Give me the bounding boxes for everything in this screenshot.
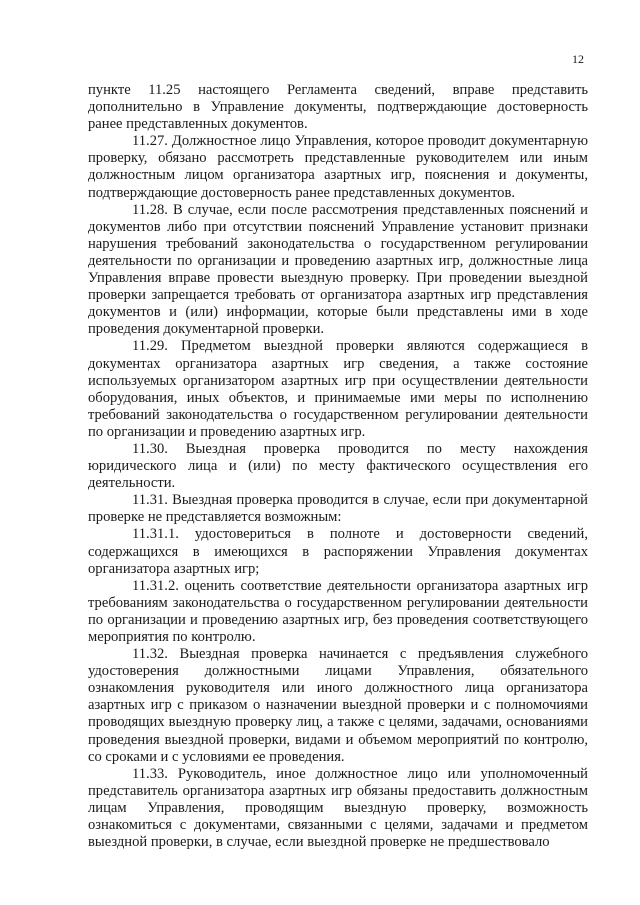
paragraph-11-30: 11.30. Выездная проверка проводится по месту нахождения юридического лица и (или) по месту фактического осуществления его деятельности. [88, 440, 588, 492]
paragraph-11-31-2: 11.31.2. оценить соответствие деятельности организатора азартных игр требованиям законодательства о государственном регулировании деятельности по организации и проведению азартных игр, без проведения соответствующего мероприятия по контролю. [88, 577, 588, 645]
paragraph-11-31: 11.31. Выездная проверка проводится в случае, если при документарной проверке не представляется возможным: [88, 492, 588, 526]
paragraph-11-32: 11.32. Выездная проверка начинается с предъявления служебного удостоверения должностными лицами Управления, обязательного ознакомления руководителя или иного должностного лица организатора азартных игр с приказом о назначении выездной проверки и с полномочиями проводящих выездную проверку лиц, а также с целями, задачами, основаниями проведения выездной проверки, видами и объемом мероприятий по контролю, со сроками и с условиями ее проведения. [88, 646, 588, 765]
paragraph-11-33: 11.33. Руководитель, иное должностное лицо или уполномоченный представитель организатора азартных игр обязаны предоставить должностным лицам Управления, проводящим выездную проверку, возможность ознакомиться с документами, связанными с целями, задачами и предметом выездной проверки, в случае, если выездной проверке не предшествовало [88, 765, 588, 851]
page-number: 12 [572, 52, 584, 66]
paragraph-11-29: 11.29. Предметом выездной проверки являются содержащиеся в документах организатора азартных игр сведения, а также состояние используемых организатором азартных игр при осуществлении деятельности оборудования, иных объектов, и принимаемые ими меры по исполнению требований законодательства о государственном регулировании деятельности по организации и проведению азартных игр. [88, 338, 588, 440]
paragraph-11-27: 11.27. Должностное лицо Управления, которое проводит документарную проверку, обязано рассмотреть представленные руководителем или иным должностным лицом организатора азартных игр, пояснения и документы, подтверждающие достоверность ранее представленных документов. [88, 133, 588, 201]
paragraph-11-31-1: 11.31.1. удостовериться в полноте и достоверности сведений, содержащихся в имеющихся в распоряжении Управления документах организатора азартных игр; [88, 526, 588, 577]
paragraph-continuation: пункте 11.25 настоящего Регламента сведений, вправе представить дополнительно в Управление документы, подтверждающие достоверность ранее представленных документов. [88, 82, 588, 133]
paragraph-11-28: 11.28. В случае, если после рассмотрения представленных пояснений и документов либо при отсутствии пояснений Управление установит признаки нарушения требований законодательства о государственном регулировании деятельности по организации и проведению азартных игр, должностные лица Управления вправе провести выездную проверку. При проведении выездной проверки запрещается требовать от организатора азартных игр представления документов и (или) информации, которые были представлены ими в ходе проведения документарной проверки. [88, 201, 588, 338]
document-body [88, 82, 588, 851]
